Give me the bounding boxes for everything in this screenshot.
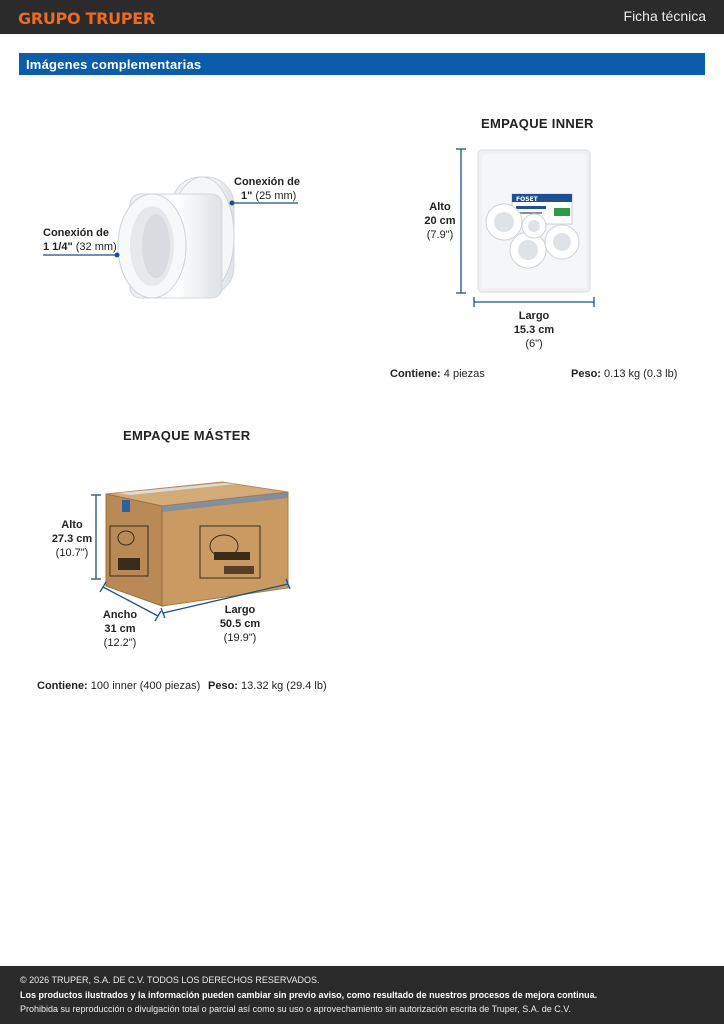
section-header	[19, 53, 705, 75]
inner-contiene-label: Contiene:	[390, 368, 441, 380]
master-ancho-in: (12.2")	[103, 637, 137, 649]
master-contiene-label: Contiene:	[37, 680, 88, 692]
inner-alto-in: (7.9")	[426, 229, 454, 241]
footer-prohibition: Prohibida su reproducción o divulgación total o parcial así como su uso o aprovechamiento sin autorización escrita de Truper, S.A. de C.V.	[20, 1004, 571, 1014]
product-image	[112, 172, 242, 302]
conn-left-title: Conexión de	[43, 227, 110, 239]
inner-peso	[571, 367, 677, 381]
inner-alto-title: Alto	[429, 201, 451, 213]
inner-largo-cm: 15.3 cm	[513, 324, 555, 336]
master-peso-label: Peso:	[208, 680, 238, 692]
master-alto-title: Alto	[61, 519, 83, 531]
document-type: Ficha técnica	[623, 8, 706, 24]
inner-largo-title: Largo	[518, 310, 550, 322]
footer-notice: Los productos ilustrados y la información pueden cambiar sin previo aviso, como resultado de nuestros procesos de mejora continua.	[20, 990, 598, 1000]
master-peso-value: 13.32 kg (29.4 lb)	[241, 680, 327, 692]
conn-right-title: Conexión de	[234, 176, 301, 188]
master-alto-cm: 27.3 cm	[51, 533, 93, 545]
inner-contiene	[390, 367, 485, 381]
conn-left-mm: (32 mm)	[75, 241, 117, 253]
master-peso	[208, 679, 327, 693]
brand-logo: GRUPO TRUPER	[18, 9, 155, 28]
master-contiene-value: 100 inner (400 piezas)	[90, 680, 201, 692]
conn-left-label	[43, 226, 117, 254]
inner-alto-cm: 20 cm	[424, 215, 456, 227]
conn-right-size: 1"	[241, 190, 253, 202]
master-largo-title: Largo	[224, 604, 256, 616]
inner-title: EMPAQUE INNER	[481, 116, 594, 131]
master-ancho-cm: 31 cm	[104, 623, 136, 635]
inner-largo-in: (6")	[525, 338, 543, 350]
footer	[0, 966, 724, 1024]
inner-peso-label: Peso:	[571, 368, 601, 380]
master-ancho-title: Ancho	[102, 609, 138, 621]
section-title: Imágenes complementarias	[26, 57, 202, 72]
header-bar	[0, 0, 724, 34]
master-alto-in: (10.7")	[55, 547, 89, 559]
master-alto-label	[46, 518, 98, 560]
master-title: EMPAQUE MÁSTER	[123, 428, 251, 443]
master-largo-cm: 50.5 cm	[219, 618, 261, 630]
master-largo-in: (19.9")	[223, 632, 257, 644]
inner-bag-image	[476, 148, 592, 294]
conn-right-mm: (25 mm)	[255, 190, 297, 202]
master-ancho-label	[96, 608, 144, 650]
conn-left-size: 1 1/4"	[43, 241, 73, 253]
inner-alto-label	[415, 200, 465, 242]
bag-brand-text: FOSET	[516, 196, 538, 203]
inner-peso-value: 0.13 kg (0.3 lb)	[604, 368, 678, 380]
inner-contiene-value: 4 piezas	[443, 368, 485, 380]
inner-largo-line	[473, 296, 595, 308]
inner-largo-label	[504, 309, 564, 351]
conn-right-label	[234, 175, 300, 203]
master-contiene	[37, 679, 200, 693]
footer-copyright: © 2026 TRUPER, S.A. DE C.V. TODOS LOS DERECHOS RESERVADOS.	[20, 975, 320, 985]
master-largo-label	[210, 603, 270, 645]
